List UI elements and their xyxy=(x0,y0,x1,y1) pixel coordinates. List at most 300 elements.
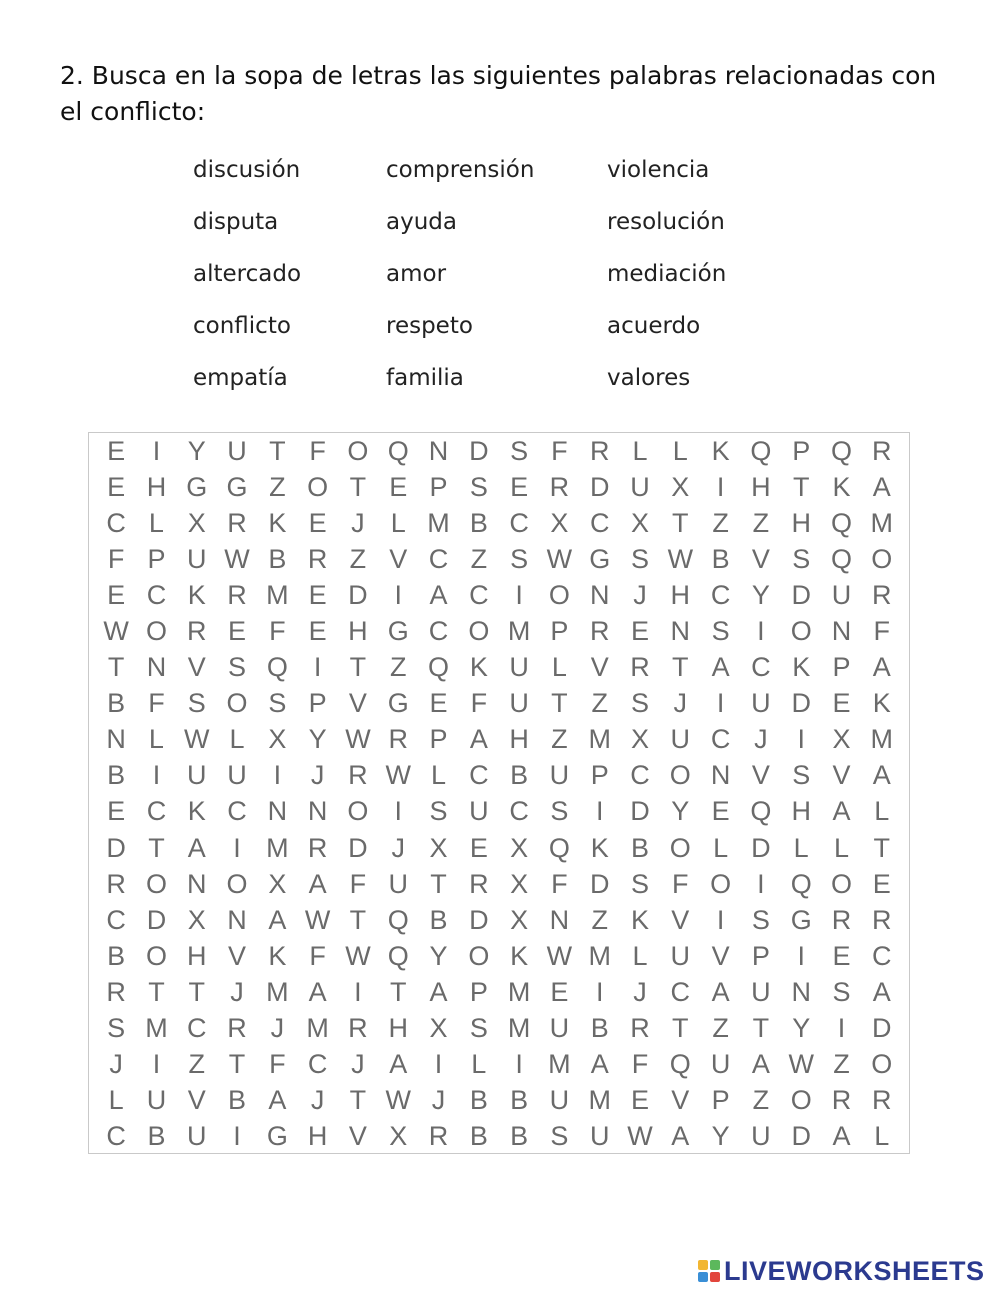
grid-letter[interactable]: E xyxy=(711,796,730,827)
grid-letter[interactable]: B xyxy=(147,1121,166,1152)
grid-letter[interactable]: S xyxy=(429,796,448,827)
grid-letter[interactable]: H xyxy=(348,616,368,647)
grid-letter[interactable]: P xyxy=(429,724,448,755)
grid-letter[interactable]: D xyxy=(106,832,126,863)
grid-letter[interactable]: E xyxy=(389,471,408,502)
grid-letter[interactable]: K xyxy=(832,471,851,502)
grid-letter[interactable]: Z xyxy=(389,652,407,683)
grid-letter[interactable]: M xyxy=(507,616,531,647)
grid-letter[interactable]: C xyxy=(630,760,650,791)
grid-letter[interactable]: K xyxy=(268,507,287,538)
grid-letter[interactable]: J xyxy=(310,1085,325,1116)
grid-letter[interactable]: P xyxy=(590,760,609,791)
grid-letter[interactable]: V xyxy=(348,1121,367,1152)
grid-letter[interactable]: A xyxy=(187,832,206,863)
grid-letter[interactable]: B xyxy=(469,1085,488,1116)
grid-letter[interactable]: Q xyxy=(830,507,852,538)
grid-letter[interactable]: E xyxy=(107,471,126,502)
grid-letter[interactable]: L xyxy=(471,1049,487,1080)
grid-letter[interactable]: B xyxy=(469,507,488,538)
grid-letter[interactable]: A xyxy=(832,1121,851,1152)
grid-letter[interactable]: R xyxy=(549,471,570,502)
grid-letter[interactable]: C xyxy=(428,543,449,574)
grid-letter[interactable]: U xyxy=(751,1121,771,1152)
grid-letter[interactable]: U xyxy=(630,471,650,502)
grid-letter[interactable]: J xyxy=(351,1049,365,1080)
grid-letter[interactable]: V xyxy=(187,652,206,683)
grid-letter[interactable]: C xyxy=(751,652,771,683)
grid-letter[interactable]: S xyxy=(510,543,529,574)
grid-letter[interactable]: R xyxy=(348,760,368,791)
grid-letter[interactable]: Z xyxy=(591,688,608,719)
grid-letter[interactable]: B xyxy=(429,904,448,935)
grid-letter[interactable]: S xyxy=(631,543,650,574)
grid-letter[interactable]: Q xyxy=(266,652,288,683)
grid-letter[interactable]: C xyxy=(106,1121,126,1152)
grid-letter[interactable]: D xyxy=(791,688,811,719)
grid-letter[interactable]: U xyxy=(227,435,247,466)
grid-letter[interactable]: E xyxy=(832,940,851,971)
grid-letter[interactable]: V xyxy=(751,543,770,574)
grid-letter[interactable]: D xyxy=(469,904,489,935)
grid-letter[interactable]: A xyxy=(469,724,488,755)
grid-letter[interactable]: B xyxy=(469,1121,488,1152)
grid-letter[interactable]: E xyxy=(550,976,569,1007)
grid-letter[interactable]: P xyxy=(469,976,488,1007)
grid-letter[interactable]: C xyxy=(469,760,489,791)
grid-letter[interactable]: D xyxy=(589,471,610,502)
grid-letter[interactable]: Y xyxy=(792,1013,811,1044)
grid-letter[interactable]: R xyxy=(630,1013,650,1044)
grid-letter[interactable]: W xyxy=(788,1049,814,1080)
grid-letter[interactable]: U xyxy=(751,976,771,1007)
grid-letter[interactable]: C xyxy=(186,1013,207,1044)
grid-letter[interactable]: L xyxy=(551,652,567,683)
grid-letter[interactable]: M xyxy=(588,724,611,755)
grid-letter[interactable]: V xyxy=(590,652,609,683)
grid-letter[interactable]: J xyxy=(270,1013,285,1044)
grid-letter[interactable]: I xyxy=(595,796,604,827)
grid-letter[interactable]: C xyxy=(710,724,731,755)
grid-letter[interactable]: T xyxy=(551,688,568,719)
grid-letter[interactable]: O xyxy=(710,868,732,899)
grid-letter[interactable]: R xyxy=(872,1085,892,1116)
grid-letter[interactable]: I xyxy=(152,760,161,791)
grid-letter[interactable]: Z xyxy=(833,1049,850,1080)
grid-letter[interactable]: T xyxy=(873,832,891,863)
grid-letter[interactable]: B xyxy=(268,543,287,574)
grid-letter[interactable]: B xyxy=(510,1085,529,1116)
grid-letter[interactable]: V xyxy=(671,904,690,935)
grid-letter[interactable]: Y xyxy=(671,796,690,827)
grid-letter[interactable]: N xyxy=(549,904,570,935)
grid-letter[interactable]: B xyxy=(510,760,529,791)
grid-letter[interactable]: N xyxy=(106,724,126,755)
grid-letter[interactable]: C xyxy=(227,796,247,827)
grid-letter[interactable]: R xyxy=(307,832,328,863)
grid-letter[interactable]: V xyxy=(228,940,247,971)
grid-letter[interactable]: Z xyxy=(269,471,286,502)
grid-letter[interactable]: P xyxy=(711,1085,730,1116)
grid-letter[interactable]: C xyxy=(670,976,691,1007)
grid-letter[interactable]: M xyxy=(306,1013,329,1044)
grid-letter[interactable]: A xyxy=(268,904,287,935)
grid-letter[interactable]: S xyxy=(268,688,287,719)
grid-letter[interactable]: P xyxy=(792,435,811,466)
grid-letter[interactable]: W xyxy=(385,1085,411,1116)
grid-letter[interactable]: B xyxy=(107,760,126,791)
grid-letter[interactable]: K xyxy=(792,652,811,683)
grid-letter[interactable]: D xyxy=(751,832,771,863)
grid-letter[interactable]: U xyxy=(509,688,529,719)
grid-letter[interactable]: N xyxy=(589,579,610,610)
grid-letter[interactable]: O xyxy=(468,616,490,647)
grid-letter[interactable]: C xyxy=(710,579,731,610)
grid-letter[interactable]: O xyxy=(669,832,691,863)
grid-letter[interactable]: E xyxy=(107,579,126,610)
grid-letter[interactable]: H xyxy=(751,471,771,502)
grid-letter[interactable]: Y xyxy=(751,579,770,610)
grid-letter[interactable]: L xyxy=(229,724,245,755)
grid-letter[interactable]: N xyxy=(791,976,811,1007)
grid-letter[interactable]: M xyxy=(588,1085,611,1116)
grid-letter[interactable]: A xyxy=(711,652,730,683)
grid-letter[interactable]: Y xyxy=(308,724,327,755)
grid-letter[interactable]: N xyxy=(146,652,167,683)
grid-letter[interactable]: R xyxy=(348,1013,368,1044)
grid-letter[interactable]: K xyxy=(590,832,609,863)
grid-letter[interactable]: E xyxy=(469,832,488,863)
grid-letter[interactable]: J xyxy=(633,976,647,1007)
grid-letter[interactable]: O xyxy=(145,616,167,647)
grid-letter[interactable]: X xyxy=(187,507,206,538)
grid-letter[interactable]: I xyxy=(797,940,805,971)
grid-letter[interactable]: E xyxy=(107,796,126,827)
grid-letter[interactable]: W xyxy=(304,904,331,935)
grid-letter[interactable]: O xyxy=(347,435,369,466)
grid-letter[interactable]: S xyxy=(107,1013,126,1044)
grid-letter[interactable]: C xyxy=(307,1049,328,1080)
grid-letter[interactable]: J xyxy=(633,579,647,610)
grid-letter[interactable]: T xyxy=(792,471,810,502)
grid-letter[interactable]: S xyxy=(228,652,247,683)
grid-letter[interactable]: T xyxy=(349,471,367,502)
grid-letter[interactable]: L xyxy=(874,1121,890,1152)
grid-letter[interactable]: W xyxy=(345,940,371,971)
grid-letter[interactable]: M xyxy=(588,940,611,971)
grid-letter[interactable]: C xyxy=(106,507,126,538)
grid-letter[interactable]: U xyxy=(710,1049,731,1080)
grid-letter[interactable]: N xyxy=(307,796,328,827)
grid-letter[interactable]: I xyxy=(716,688,725,719)
grid-letter[interactable]: S xyxy=(631,688,650,719)
grid-letter[interactable]: A xyxy=(429,579,448,610)
grid-letter[interactable]: J xyxy=(754,724,768,755)
grid-letter[interactable]: Z xyxy=(349,543,367,574)
grid-letter[interactable]: K xyxy=(872,688,891,719)
grid-letter[interactable]: I xyxy=(152,435,161,466)
grid-letter[interactable]: Y xyxy=(711,1121,730,1152)
grid-letter[interactable]: O xyxy=(830,868,852,899)
grid-letter[interactable]: F xyxy=(269,1049,286,1080)
grid-letter[interactable]: X xyxy=(268,868,287,899)
grid-letter[interactable]: I xyxy=(837,1013,846,1044)
grid-letter[interactable]: M xyxy=(870,724,894,755)
grid-letter[interactable]: R xyxy=(307,543,328,574)
grid-letter[interactable]: I xyxy=(515,579,523,610)
grid-letter[interactable]: Z xyxy=(188,1049,205,1080)
grid-letter[interactable]: M xyxy=(266,976,289,1007)
grid-letter[interactable]: Y xyxy=(429,940,448,971)
grid-letter[interactable]: T xyxy=(672,652,689,683)
grid-letter[interactable]: C xyxy=(589,507,610,538)
grid-letter[interactable]: A xyxy=(872,760,891,791)
grid-letter[interactable]: B xyxy=(711,543,730,574)
grid-letter[interactable]: A xyxy=(832,796,851,827)
grid-letter[interactable]: N xyxy=(670,616,691,647)
grid-letter[interactable]: C xyxy=(509,796,529,827)
grid-letter[interactable]: C xyxy=(428,616,449,647)
grid-letter[interactable]: W xyxy=(667,543,694,574)
grid-letter[interactable]: A xyxy=(872,976,891,1007)
grid-letter[interactable]: X xyxy=(429,832,448,863)
grid-letter[interactable]: I xyxy=(716,471,725,502)
grid-letter[interactable]: G xyxy=(790,904,812,935)
grid-letter[interactable]: V xyxy=(751,760,770,791)
grid-letter[interactable]: W xyxy=(345,724,371,755)
grid-letter[interactable]: R xyxy=(106,868,126,899)
grid-letter[interactable]: L xyxy=(148,507,164,538)
grid-letter[interactable]: S xyxy=(832,976,851,1007)
grid-letter[interactable]: F xyxy=(873,616,891,647)
grid-letter[interactable]: X xyxy=(631,507,650,538)
grid-letter[interactable]: G xyxy=(226,471,248,502)
grid-letter[interactable]: A xyxy=(590,1049,609,1080)
grid-letter[interactable]: A xyxy=(872,471,891,502)
grid-letter[interactable]: C xyxy=(146,796,167,827)
grid-letter[interactable]: R xyxy=(872,579,892,610)
grid-letter[interactable]: M xyxy=(548,1049,571,1080)
grid-letter[interactable]: U xyxy=(227,760,247,791)
grid-letter[interactable]: V xyxy=(671,1085,690,1116)
grid-letter[interactable]: Q xyxy=(830,435,852,466)
grid-letter[interactable]: P xyxy=(429,471,448,502)
grid-letter[interactable]: V xyxy=(832,760,851,791)
grid-letter[interactable]: T xyxy=(430,868,447,899)
grid-letter[interactable]: G xyxy=(387,616,409,647)
grid-letter[interactable]: R xyxy=(388,724,408,755)
grid-letter[interactable]: J xyxy=(431,1085,446,1116)
grid-letter[interactable]: B xyxy=(228,1085,247,1116)
grid-letter[interactable]: M xyxy=(145,1013,168,1044)
grid-letter[interactable]: I xyxy=(394,579,402,610)
grid-letter[interactable]: O xyxy=(226,688,248,719)
grid-letter[interactable]: I xyxy=(716,904,725,935)
grid-letter[interactable]: D xyxy=(791,579,811,610)
grid-letter[interactable]: D xyxy=(348,579,368,610)
grid-letter[interactable]: O xyxy=(790,616,812,647)
grid-letter[interactable]: V xyxy=(711,940,730,971)
grid-letter[interactable]: R xyxy=(227,507,247,538)
grid-letter[interactable]: C xyxy=(509,507,529,538)
grid-letter[interactable]: Z xyxy=(752,507,770,538)
grid-letter[interactable]: U xyxy=(146,1085,167,1116)
grid-letter[interactable]: I xyxy=(515,1049,523,1080)
grid-letter[interactable]: O xyxy=(226,868,248,899)
grid-letter[interactable]: A xyxy=(308,976,327,1007)
grid-letter[interactable]: D xyxy=(146,904,167,935)
grid-letter[interactable]: R xyxy=(872,435,892,466)
grid-letter[interactable]: R xyxy=(831,904,852,935)
grid-letter[interactable]: D xyxy=(791,1121,811,1152)
grid-letter[interactable]: M xyxy=(507,1013,531,1044)
grid-letter[interactable]: I xyxy=(394,796,402,827)
grid-letter[interactable]: I xyxy=(233,832,241,863)
grid-letter[interactable]: L xyxy=(793,832,809,863)
grid-letter[interactable]: L xyxy=(148,724,164,755)
grid-letter[interactable]: R xyxy=(106,976,126,1007)
grid-letter[interactable]: T xyxy=(148,976,165,1007)
grid-letter[interactable]: E xyxy=(631,616,650,647)
grid-letter[interactable]: D xyxy=(348,832,368,863)
grid-letter[interactable]: F xyxy=(672,868,689,899)
grid-letter[interactable]: F xyxy=(631,1049,649,1080)
grid-letter[interactable]: B xyxy=(107,940,126,971)
grid-letter[interactable]: N xyxy=(227,904,247,935)
grid-letter[interactable]: U xyxy=(549,1085,570,1116)
grid-letter[interactable]: B xyxy=(631,832,650,863)
grid-letter[interactable]: V xyxy=(389,543,408,574)
grid-letter[interactable]: Z xyxy=(752,1085,770,1116)
grid-letter[interactable]: E xyxy=(228,616,247,647)
grid-letter[interactable]: X xyxy=(631,724,650,755)
grid-letter[interactable]: K xyxy=(631,904,650,935)
grid-letter[interactable]: A xyxy=(751,1049,770,1080)
grid-letter[interactable]: M xyxy=(266,579,289,610)
grid-letter[interactable]: O xyxy=(307,471,329,502)
grid-letter[interactable]: X xyxy=(832,724,851,755)
grid-letter[interactable]: F xyxy=(269,616,286,647)
grid-letter[interactable]: F xyxy=(551,435,568,466)
grid-letter[interactable]: M xyxy=(870,507,894,538)
grid-letter[interactable]: B xyxy=(590,1013,609,1044)
grid-letter[interactable]: H xyxy=(388,1013,408,1044)
grid-letter[interactable]: E xyxy=(308,616,327,647)
grid-letter[interactable]: C xyxy=(106,904,126,935)
grid-letter[interactable]: N xyxy=(186,868,207,899)
grid-letter[interactable]: I xyxy=(797,724,805,755)
grid-letter[interactable]: L xyxy=(431,760,447,791)
grid-letter[interactable]: R xyxy=(469,868,489,899)
grid-letter[interactable]: J xyxy=(230,976,244,1007)
grid-letter[interactable]: C xyxy=(146,579,167,610)
grid-letter[interactable]: V xyxy=(348,688,367,719)
grid-letter[interactable]: U xyxy=(509,652,529,683)
grid-letter[interactable]: U xyxy=(670,940,691,971)
grid-letter[interactable]: T xyxy=(672,507,689,538)
grid-letter[interactable]: U xyxy=(186,1121,207,1152)
grid-letter[interactable]: E xyxy=(107,435,126,466)
grid-letter[interactable]: N xyxy=(428,435,449,466)
grid-letter[interactable]: T xyxy=(752,1013,770,1044)
grid-letter[interactable]: K xyxy=(510,940,529,971)
grid-letter[interactable]: O xyxy=(871,543,893,574)
grid-letter[interactable]: T xyxy=(672,1013,689,1044)
grid-letter[interactable]: L xyxy=(874,796,890,827)
grid-letter[interactable]: O xyxy=(468,940,490,971)
grid-letter[interactable]: X xyxy=(429,1013,448,1044)
grid-letter[interactable]: Z xyxy=(712,1013,729,1044)
grid-letter[interactable]: S xyxy=(510,435,529,466)
grid-letter[interactable]: R xyxy=(186,616,207,647)
grid-letter[interactable]: W xyxy=(184,724,210,755)
grid-letter[interactable]: N xyxy=(267,796,288,827)
grid-letter[interactable]: R xyxy=(589,616,610,647)
grid-letter[interactable]: P xyxy=(550,616,569,647)
grid-letter[interactable]: E xyxy=(308,507,327,538)
grid-letter[interactable]: X xyxy=(187,904,206,935)
grid-letter[interactable]: A xyxy=(268,1085,287,1116)
grid-letter[interactable]: D xyxy=(630,796,650,827)
grid-letter[interactable]: O xyxy=(669,760,691,791)
grid-letter[interactable]: H xyxy=(307,1121,328,1152)
grid-letter[interactable]: S xyxy=(187,688,206,719)
grid-letter[interactable]: H xyxy=(186,940,207,971)
grid-letter[interactable]: U xyxy=(831,579,852,610)
grid-letter[interactable]: N xyxy=(831,616,852,647)
grid-letter[interactable]: I xyxy=(152,1049,161,1080)
grid-letter[interactable]: U xyxy=(186,543,207,574)
grid-letter[interactable]: N xyxy=(710,760,731,791)
grid-letter[interactable]: M xyxy=(266,832,289,863)
grid-letter[interactable]: I xyxy=(233,1121,241,1152)
grid-letter[interactable]: L xyxy=(833,832,849,863)
grid-letter[interactable]: O xyxy=(548,579,570,610)
grid-letter[interactable]: K xyxy=(469,652,488,683)
grid-letter[interactable]: L xyxy=(672,435,688,466)
grid-letter[interactable]: E xyxy=(308,579,327,610)
grid-letter[interactable]: I xyxy=(757,616,765,647)
grid-letter[interactable]: A xyxy=(389,1049,408,1080)
grid-letter[interactable]: E xyxy=(872,868,891,899)
grid-letter[interactable]: G xyxy=(387,688,409,719)
grid-letter[interactable]: P xyxy=(308,688,327,719)
grid-letter[interactable]: Q xyxy=(548,832,570,863)
grid-letter[interactable]: R xyxy=(630,652,650,683)
grid-letter[interactable]: E xyxy=(832,688,851,719)
grid-letter[interactable]: M xyxy=(427,507,450,538)
grid-letter[interactable]: H xyxy=(791,796,811,827)
grid-letter[interactable]: X xyxy=(550,507,569,538)
grid-letter[interactable]: X xyxy=(510,832,529,863)
grid-letter[interactable]: W xyxy=(546,543,573,574)
grid-letter[interactable]: W xyxy=(546,940,573,971)
grid-letter[interactable]: W xyxy=(627,1121,653,1152)
grid-letter[interactable]: L xyxy=(713,832,729,863)
grid-letter[interactable]: S xyxy=(469,1013,488,1044)
grid-letter[interactable]: S xyxy=(550,796,569,827)
grid-letter[interactable]: E xyxy=(429,688,448,719)
grid-letter[interactable]: L xyxy=(390,507,406,538)
grid-letter[interactable]: T xyxy=(107,652,125,683)
grid-letter[interactable]: E xyxy=(631,1085,650,1116)
grid-letter[interactable]: Z xyxy=(470,543,488,574)
grid-letter[interactable]: F xyxy=(551,868,568,899)
grid-letter[interactable]: I xyxy=(757,868,765,899)
grid-letter[interactable]: R xyxy=(227,1013,247,1044)
grid-letter[interactable]: R xyxy=(872,904,892,935)
grid-letter[interactable]: F xyxy=(309,435,326,466)
